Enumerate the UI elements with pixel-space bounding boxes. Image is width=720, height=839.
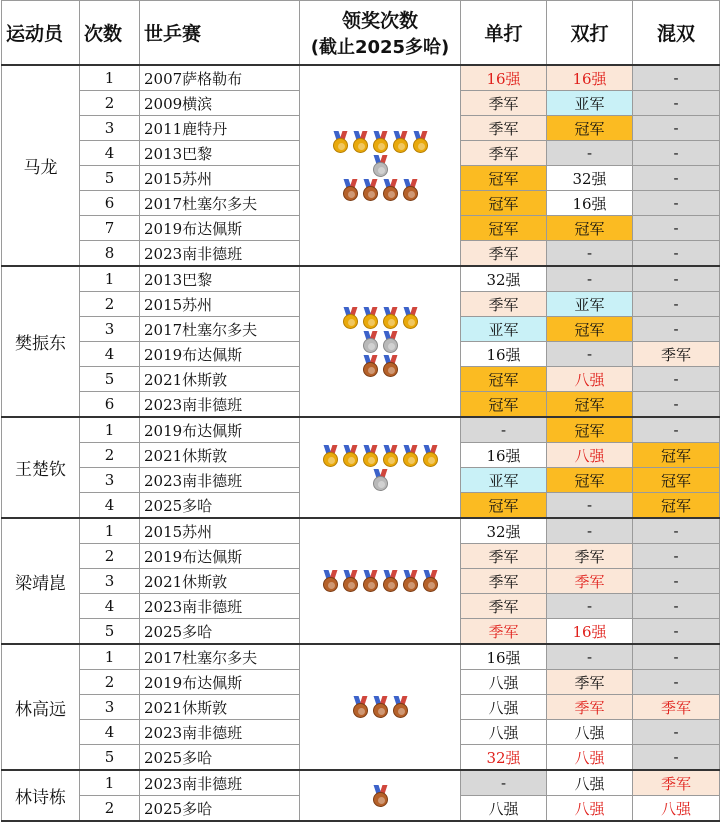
singles-result: 冠军 — [461, 367, 547, 392]
doubles-result: 八强 — [547, 720, 633, 745]
championship-name: 2015苏州 — [140, 518, 300, 544]
championship-name: 2025多哈 — [140, 619, 300, 645]
singles-result: 八强 — [461, 720, 547, 745]
championship-name: 2023南非德班 — [140, 468, 300, 493]
doubles-result: 冠军 — [547, 392, 633, 418]
appearance-number: 1 — [80, 417, 140, 443]
bronze-medal-icon — [342, 570, 359, 592]
gold-medal-icon — [322, 445, 339, 467]
table-row — [2, 65, 720, 91]
bronze-medal-icon — [362, 355, 379, 377]
table-body — [2, 65, 720, 821]
mixed-result: - — [633, 619, 720, 645]
gold-medal-icon — [422, 445, 439, 467]
gold-medal-icon — [402, 445, 419, 467]
medal-count — [300, 518, 461, 644]
athlete-name: 梁靖崑 — [2, 518, 80, 644]
gold-medal-icon — [392, 131, 409, 153]
mixed-result: - — [633, 569, 720, 594]
championship-name: 2023南非德班 — [140, 392, 300, 418]
silver-medal-icon — [362, 331, 379, 353]
appearance-number: 5 — [80, 619, 140, 645]
silver-medal-icon — [372, 155, 389, 177]
header-athlete: 运动员 — [2, 1, 80, 66]
appearance-number: 2 — [80, 292, 140, 317]
table-row — [2, 417, 720, 443]
singles-result: 季军 — [461, 241, 547, 267]
bronze-medal-icon — [382, 570, 399, 592]
singles-result: 季军 — [461, 116, 547, 141]
gold-medal-icon — [332, 131, 349, 153]
medal-row — [300, 330, 460, 354]
appearance-number: 2 — [80, 670, 140, 695]
doubles-result: - — [547, 644, 633, 670]
doubles-result: 季军 — [547, 569, 633, 594]
medal-count — [300, 644, 461, 770]
appearance-number: 4 — [80, 594, 140, 619]
singles-result: 季军 — [461, 594, 547, 619]
medal-row — [300, 444, 460, 468]
championship-name: 2013巴黎 — [140, 266, 300, 292]
athlete-name: 王楚钦 — [2, 417, 80, 518]
singles-result: 16强 — [461, 342, 547, 367]
doubles-result: - — [547, 518, 633, 544]
bronze-medal-icon — [402, 570, 419, 592]
mixed-result: - — [633, 317, 720, 342]
championship-name: 2021休斯敦 — [140, 569, 300, 594]
appearance-number: 8 — [80, 241, 140, 267]
appearance-number: 2 — [80, 443, 140, 468]
appearance-number: 6 — [80, 191, 140, 216]
athlete-name: 林诗栋 — [2, 770, 80, 821]
doubles-result: 冠军 — [547, 216, 633, 241]
medal-row — [300, 695, 460, 719]
appearance-number: 5 — [80, 367, 140, 392]
athlete-name: 林高远 — [2, 644, 80, 770]
appearance-number: 7 — [80, 216, 140, 241]
medal-count — [300, 65, 461, 266]
appearance-number: 5 — [80, 745, 140, 771]
medal-row — [300, 784, 460, 808]
doubles-result: 冠军 — [547, 116, 633, 141]
bronze-medal-icon — [352, 696, 369, 718]
table-row — [2, 644, 720, 670]
appearance-number: 4 — [80, 493, 140, 519]
doubles-result: 16强 — [547, 65, 633, 91]
championship-name: 2019布达佩斯 — [140, 216, 300, 241]
mixed-result: 季军 — [633, 770, 720, 796]
bronze-medal-icon — [382, 355, 399, 377]
mixed-result: - — [633, 518, 720, 544]
gold-medal-icon — [402, 307, 419, 329]
appearance-number: 4 — [80, 342, 140, 367]
appearance-number: 1 — [80, 518, 140, 544]
championship-name: 2019布达佩斯 — [140, 544, 300, 569]
appearance-number: 3 — [80, 695, 140, 720]
appearance-number: 2 — [80, 544, 140, 569]
mixed-result: - — [633, 116, 720, 141]
singles-result: 32强 — [461, 745, 547, 771]
medal-row — [300, 154, 460, 178]
mixed-result: - — [633, 670, 720, 695]
doubles-result: 八强 — [547, 367, 633, 392]
mixed-result: - — [633, 141, 720, 166]
doubles-result: 季军 — [547, 544, 633, 569]
mixed-result: - — [633, 417, 720, 443]
singles-result: 16强 — [461, 443, 547, 468]
mixed-result: - — [633, 392, 720, 418]
singles-result: 季军 — [461, 292, 547, 317]
appearance-number: 3 — [80, 569, 140, 594]
appearance-number: 3 — [80, 468, 140, 493]
athlete-name: 马龙 — [2, 65, 80, 266]
appearance-number: 1 — [80, 644, 140, 670]
mixed-result: 冠军 — [633, 443, 720, 468]
bronze-medal-icon — [362, 570, 379, 592]
header-cup: 世乒赛 — [140, 1, 300, 66]
mixed-result: 冠军 — [633, 468, 720, 493]
singles-result: 季军 — [461, 141, 547, 166]
doubles-result: 16强 — [547, 619, 633, 645]
doubles-result: 32强 — [547, 166, 633, 191]
gold-medal-icon — [342, 445, 359, 467]
header-row — [2, 1, 720, 66]
bronze-medal-icon — [382, 179, 399, 201]
championship-name: 2023南非德班 — [140, 720, 300, 745]
doubles-result: 16强 — [547, 191, 633, 216]
championship-name: 2021休斯敦 — [140, 443, 300, 468]
doubles-result: 八强 — [547, 796, 633, 822]
mixed-result: - — [633, 191, 720, 216]
mixed-result: - — [633, 594, 720, 619]
doubles-result: 亚军 — [547, 91, 633, 116]
championship-name: 2021休斯敦 — [140, 695, 300, 720]
doubles-result: - — [547, 241, 633, 267]
mixed-result: - — [633, 644, 720, 670]
doubles-result: 八强 — [547, 770, 633, 796]
athlete-name: 樊振东 — [2, 266, 80, 417]
header-mixed: 混双 — [633, 1, 720, 66]
singles-result: 季军 — [461, 569, 547, 594]
medal-count — [300, 266, 461, 417]
appearance-number: 2 — [80, 91, 140, 116]
singles-result: 八强 — [461, 670, 547, 695]
championship-name: 2023南非德班 — [140, 770, 300, 796]
doubles-result: 季军 — [547, 695, 633, 720]
medal-row — [300, 468, 460, 492]
mixed-result: - — [633, 544, 720, 569]
gold-medal-icon — [342, 307, 359, 329]
doubles-result: - — [547, 594, 633, 619]
championship-name: 2025多哈 — [140, 745, 300, 771]
doubles-result: 八强 — [547, 745, 633, 771]
singles-result: 亚军 — [461, 317, 547, 342]
bronze-medal-icon — [372, 785, 389, 807]
gold-medal-icon — [372, 131, 389, 153]
silver-medal-icon — [372, 469, 389, 491]
mixed-result: 八强 — [633, 796, 720, 822]
mixed-result: - — [633, 65, 720, 91]
championship-name: 2019布达佩斯 — [140, 417, 300, 443]
doubles-result: - — [547, 266, 633, 292]
singles-result: 冠军 — [461, 216, 547, 241]
doubles-result: - — [547, 342, 633, 367]
table-row — [2, 266, 720, 292]
championship-name: 2011鹿特丹 — [140, 116, 300, 141]
header-count: 次数 — [80, 1, 140, 66]
championship-name: 2019布达佩斯 — [140, 670, 300, 695]
singles-result: 八强 — [461, 796, 547, 822]
medal-row — [300, 354, 460, 378]
bronze-medal-icon — [362, 179, 379, 201]
singles-result: 八强 — [461, 695, 547, 720]
championship-name: 2023南非德班 — [140, 594, 300, 619]
medal-count — [300, 417, 461, 518]
medal-row — [300, 306, 460, 330]
championship-name: 2023南非德班 — [140, 241, 300, 267]
mixed-result: - — [633, 720, 720, 745]
medal-count — [300, 770, 461, 821]
bronze-medal-icon — [392, 696, 409, 718]
championship-name: 2019布达佩斯 — [140, 342, 300, 367]
bronze-medal-icon — [322, 570, 339, 592]
singles-result: 32强 — [461, 518, 547, 544]
doubles-result: 八强 — [547, 443, 633, 468]
championship-name: 2021休斯敦 — [140, 367, 300, 392]
doubles-result: - — [547, 493, 633, 519]
appearance-number: 1 — [80, 770, 140, 796]
appearance-number: 1 — [80, 266, 140, 292]
appearance-number: 5 — [80, 166, 140, 191]
doubles-result: 亚军 — [547, 292, 633, 317]
singles-result: 16强 — [461, 644, 547, 670]
header-awards — [300, 1, 461, 66]
doubles-result: 冠军 — [547, 468, 633, 493]
mixed-result: - — [633, 292, 720, 317]
gold-medal-icon — [412, 131, 429, 153]
medal-row — [300, 178, 460, 202]
doubles-result: 冠军 — [547, 417, 633, 443]
singles-result: 季军 — [461, 619, 547, 645]
championship-name: 2025多哈 — [140, 493, 300, 519]
appearance-number: 6 — [80, 392, 140, 418]
silver-medal-icon — [382, 331, 399, 353]
doubles-result: 季军 — [547, 670, 633, 695]
appearance-number: 2 — [80, 796, 140, 822]
championship-name: 2017杜塞尔多夫 — [140, 644, 300, 670]
singles-result: 冠军 — [461, 166, 547, 191]
gold-medal-icon — [362, 445, 379, 467]
singles-result: 季军 — [461, 91, 547, 116]
mixed-result: 季军 — [633, 342, 720, 367]
gold-medal-icon — [382, 445, 399, 467]
table-row — [2, 770, 720, 796]
bronze-medal-icon — [402, 179, 419, 201]
singles-result: 冠军 — [461, 392, 547, 418]
singles-result: 冠军 — [461, 191, 547, 216]
singles-result: 亚军 — [461, 468, 547, 493]
medal-row — [300, 130, 460, 154]
championship-name: 2013巴黎 — [140, 141, 300, 166]
appearance-number: 4 — [80, 141, 140, 166]
mixed-result: - — [633, 91, 720, 116]
bronze-medal-icon — [422, 570, 439, 592]
mixed-result: 季军 — [633, 695, 720, 720]
championship-name: 2015苏州 — [140, 292, 300, 317]
results-table — [1, 0, 720, 822]
championship-name: 2009横滨 — [140, 91, 300, 116]
mixed-result: - — [633, 367, 720, 392]
championship-name: 2025多哈 — [140, 796, 300, 822]
championship-name: 2017杜塞尔多夫 — [140, 317, 300, 342]
appearance-number: 3 — [80, 317, 140, 342]
medal-row — [300, 569, 460, 593]
mixed-result: - — [633, 241, 720, 267]
mixed-result: - — [633, 216, 720, 241]
header-awards-line2: (截止2025多哈) — [310, 37, 450, 58]
header-singles: 单打 — [461, 1, 547, 66]
championship-name: 2015苏州 — [140, 166, 300, 191]
gold-medal-icon — [352, 131, 369, 153]
mixed-result: 冠军 — [633, 493, 720, 519]
appearance-number: 4 — [80, 720, 140, 745]
singles-result: 16强 — [461, 65, 547, 91]
appearance-number: 1 — [80, 65, 140, 91]
singles-result: - — [461, 770, 547, 796]
gold-medal-icon — [362, 307, 379, 329]
doubles-result: - — [547, 141, 633, 166]
header-doubles: 双打 — [547, 1, 633, 66]
header-awards-line1: 领奖次数 — [341, 10, 418, 32]
table-row — [2, 518, 720, 544]
mixed-result: - — [633, 745, 720, 771]
championship-name: 2007萨格勒布 — [140, 65, 300, 91]
singles-result: 冠军 — [461, 493, 547, 519]
singles-result: 季军 — [461, 544, 547, 569]
gold-medal-icon — [382, 307, 399, 329]
bronze-medal-icon — [372, 696, 389, 718]
championship-name: 2017杜塞尔多夫 — [140, 191, 300, 216]
mixed-result: - — [633, 166, 720, 191]
mixed-result: - — [633, 266, 720, 292]
appearance-number: 3 — [80, 116, 140, 141]
bronze-medal-icon — [342, 179, 359, 201]
doubles-result: 冠军 — [547, 317, 633, 342]
singles-result: - — [461, 417, 547, 443]
singles-result: 32强 — [461, 266, 547, 292]
